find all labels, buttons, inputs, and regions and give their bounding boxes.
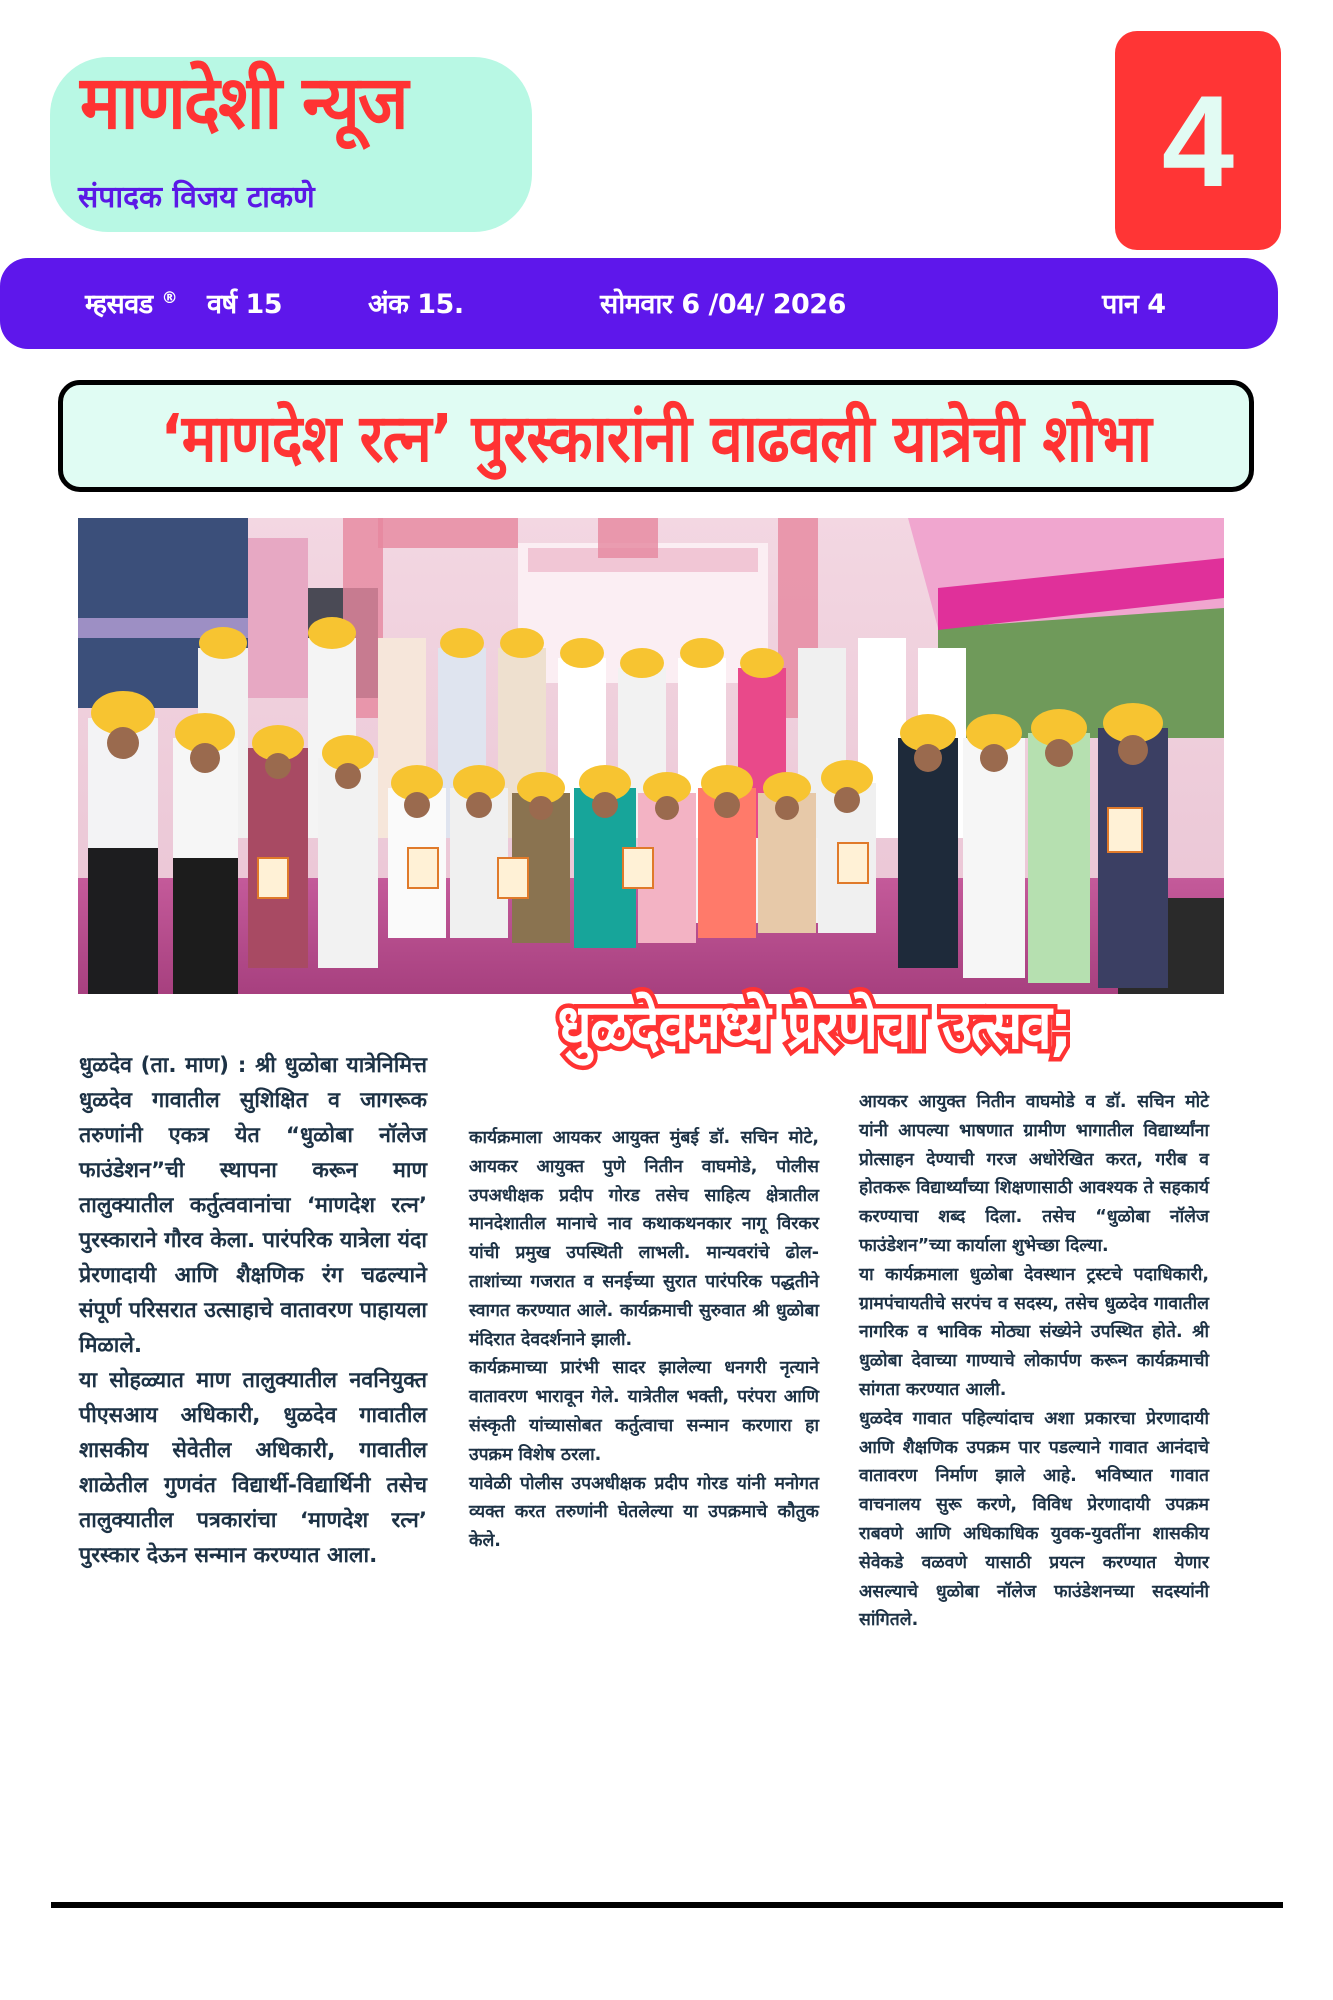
article-headline: ‘माणदेश रत्न’ पुरस्कारांनी वाढवली यात्रेची शोभा: [160, 400, 1152, 477]
dateline-place: [85, 284, 177, 321]
article-photo: [78, 518, 1224, 994]
group-photo-illustration: [78, 518, 1224, 994]
page-label: पान 4: [1102, 289, 1166, 320]
paragraph: कार्यक्रमाला आयकर आयुक्त मुंबई डॉ. सचिन मोटे, आयकर आयुक्त पुणे नितीन वाघमोडे, पोलीस उपअधीक्षक प्रदीप गोरड तसेच साहित्य क्षेत्रातील मानदेशातील मानाचे नाव कथाकथनकार नागू विरकर यांची प्रमुख उपस्थिती लाभली. मान्यवरांचे ढोल-ताशांच्या गजरात व सनईच्या सुरात पारंपरिक पद्धतीने स्वागत करण्यात आले. कार्यक्रमाची सुरुवात श्री धुळोबा मंदिरात देवदर्शनाने झाली.: [469, 1128, 819, 1350]
paragraph: आयकर आयुक्त नितीन वाघमोडे व डॉ. सचिन मोटे यांनी आपल्या भाषणात ग्रामीण भागातील विद्यार्थ्यांना प्रोत्साहन देण्याची गरज अधोरेखित करत, गरीब व होतकरू विद्यार्थ्यांच्या शिक्षणासाठी आवश्यक ते सहकार्य करण्याचा शब्द दिला. तसेच “धुळोबा नॉलेज फाउंडेशन”च्या कार्याला शुभेच्छा दिल्या.: [859, 1092, 1209, 1256]
paragraph: धुळदेव गावात पहिल्यांदाच अशा प्रकारचा प्रेरणादायी आणि शैक्षणिक उपक्रम पार पडल्याने गावात आनंदाचे वातावरण निर्माण झाले आहे. भविष्यात गावात वाचनालय सुरू करणे, विविध प्रेरणादायी उपक्रम राबवणे आणि अधिकाधिक युवक-युवतींना शासकीय सेवेकडे वळवणे यासाठी प्रयत्न करण्यात येणार असल्याचे धुळोबा नॉलेज फाउंडेशनच्या सदस्यांनी सांगितले.: [859, 1408, 1209, 1631]
page-number-badge: [1115, 31, 1281, 250]
headline-box: [58, 380, 1254, 492]
article-column-2: [469, 1124, 819, 1556]
article-column-3: [859, 1088, 1209, 1635]
issue-date: सोमवार 6 /04/ 2026: [600, 289, 846, 320]
paragraph: कार्यक्रमाच्या प्रारंभी सादर झालेल्या धनगरी नृत्याने वातावरण भारावून गेले. यात्रेतील भक्ती, परंपरा आणि संस्कृती यांच्यासोबत कर्तुत्वाचा सन्मान करणारा हा उपक्रम विशेष ठरला.: [469, 1358, 819, 1465]
editor-line: संपादक विजय टाकणे: [78, 180, 315, 215]
paragraph: या सोहळ्यात माण तालुक्यातील नवनियुक्त पीएसआय अधिकारी, धुळदेव गावातील शासकीय सेवेतील अधिकारी, गावातील शाळेतील गुणवंत विद्यार्थी-विद्यार्थिनी तसेच तालुक्यातील पत्रकारांचा ‘माणदेश रत्न’ पुरस्कार देऊन सन्मान करण्यात आला.: [79, 1368, 427, 1568]
newspaper-title: माणदेशी न्यूज: [80, 60, 407, 146]
subheadline-text: धुळदेवमध्ये प्रेरणेचा उत्सव;: [557, 990, 1071, 1063]
issue-number: अंक 15.: [368, 289, 464, 320]
masthead-logo: [50, 57, 532, 232]
paragraph: यावेळी पोलीस उपअधीक्षक प्रदीप गोरड यांनी मनोगत व्यक्त करत तरुणांनी घेतलेल्या या उपक्रमाचे कौतुक केले.: [469, 1473, 819, 1552]
bottom-divider: [51, 1902, 1283, 1908]
paragraph: धुळदेव (ता. माण) : श्री धुळोबा यात्रेनिमित्त धुळदेव गावातील सुशिक्षित व जागरूक तरुणांनी एकत्र येत “धुळोबा नॉलेज फाउंडेशन”ची स्थापना करून माण तालुक्यातील कर्तुत्ववानांचा ‘माणदेश रत्न’ पुरस्काराने गौरव केला. पारंपरिक यात्रेला यंदा प्रेरणादायी आणि शैक्षणिक रंग चढल्याने संपूर्ण परिसरात उत्साहाचे वातावरण पाहायला मिळाले.: [79, 1053, 427, 1358]
registered-mark: ®: [161, 288, 178, 307]
volume-year: वर्ष 15: [207, 289, 283, 320]
article-column-1: [79, 1048, 427, 1573]
article-subheadline: [458, 975, 1170, 1075]
place-name: म्हसवड: [85, 289, 153, 320]
page-number: 4: [1161, 67, 1235, 214]
paragraph: या कार्यक्रमाला धुळोबा देवस्थान ट्रस्टचे पदाधिकारी, ग्रामपंचायतीचे सरपंच व सदस्य, तसेच धुळदेव गावातील नागरिक व भाविक मोठ्या संख्येने उपस्थित होते. श्री धुळोबा देवाच्या गाण्याचे लोकार्पण करून कार्यक्रमाची सांगता करण्यात आली.: [859, 1264, 1209, 1400]
issue-info-bar: [0, 258, 1278, 349]
